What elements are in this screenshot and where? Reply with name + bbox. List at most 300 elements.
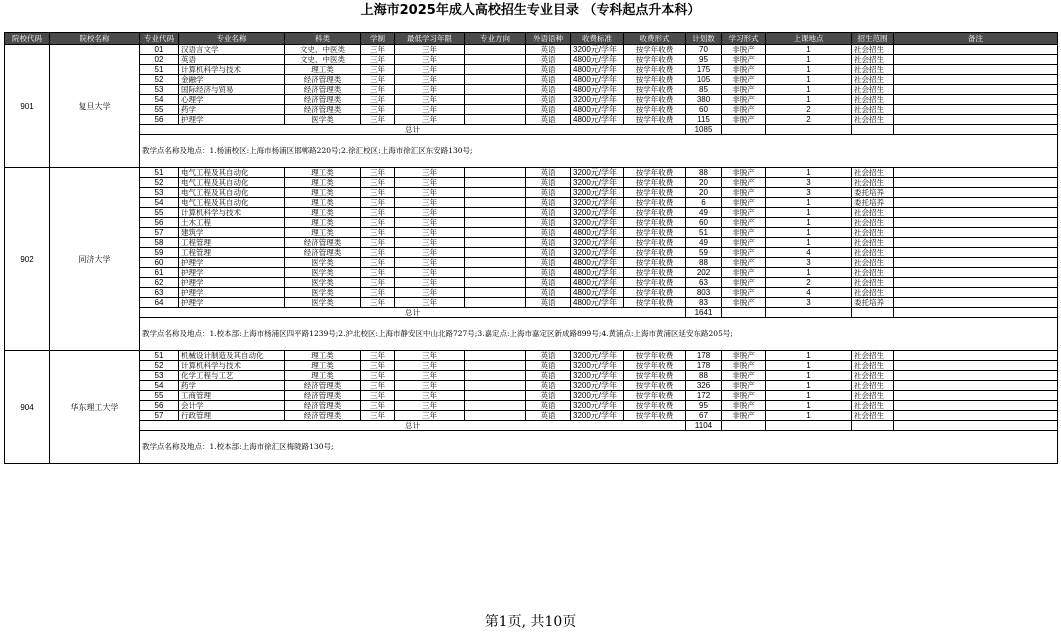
major-code: 63 [140, 288, 179, 298]
language: 英语 [526, 105, 571, 115]
fee-form: 按学年收费 [624, 105, 686, 115]
direction [465, 351, 526, 361]
table-row [5, 228, 1058, 238]
language: 英语 [526, 188, 571, 198]
fee: 4800元/学年 [571, 115, 624, 125]
fee-form: 按学年收费 [624, 228, 686, 238]
major-name: 心理学 [179, 95, 285, 105]
school-code: 901 [5, 45, 50, 168]
language: 英语 [526, 168, 571, 178]
location: 3 [766, 298, 852, 308]
fee-form: 按学年收费 [624, 75, 686, 85]
table-row [5, 258, 1058, 268]
direction [465, 75, 526, 85]
fee: 4800元/学年 [571, 278, 624, 288]
category: 经济管理类 [285, 238, 361, 248]
major-name: 计算机科学与技术 [179, 208, 285, 218]
scope: 社会招生 [852, 238, 894, 248]
min-years: 三年 [395, 45, 465, 55]
header-school-name: 院校名称 [50, 33, 140, 45]
study-form: 非脱产 [722, 278, 766, 288]
major-name: 工程管理 [179, 248, 285, 258]
note [894, 115, 1058, 125]
direction [465, 218, 526, 228]
direction [465, 371, 526, 381]
duration: 三年 [361, 55, 395, 65]
location: 4 [766, 248, 852, 258]
min-years: 三年 [395, 278, 465, 288]
major-code: 61 [140, 268, 179, 278]
teaching-locations: 教学点名称及地点：1.校本部:上海市杨浦区四平路1239号;2.沪北校区:上海市静安区中山北路727号;3.嘉定点:上海市嘉定区新成路899号;4.黄浦点:上海市黄浦区延安东路205号; [140, 318, 1058, 351]
min-years: 三年 [395, 371, 465, 381]
major-code: 56 [140, 115, 179, 125]
duration: 三年 [361, 258, 395, 268]
category: 文史、中医类 [285, 45, 361, 55]
note [894, 401, 1058, 411]
min-years: 三年 [395, 218, 465, 228]
study-form: 非脱产 [722, 351, 766, 361]
direction [465, 401, 526, 411]
note [894, 65, 1058, 75]
major-name: 电气工程及其自动化 [179, 188, 285, 198]
fee-form: 按学年收费 [624, 115, 686, 125]
duration: 三年 [361, 248, 395, 258]
scope: 社会招生 [852, 228, 894, 238]
plan-count: 63 [686, 278, 722, 288]
language: 英语 [526, 75, 571, 85]
plan-count: 83 [686, 298, 722, 308]
table-row [5, 391, 1058, 401]
fee: 3200元/学年 [571, 391, 624, 401]
header-duration: 学制 [361, 33, 395, 45]
table-row [5, 188, 1058, 198]
note [894, 188, 1058, 198]
major-code: 57 [140, 411, 179, 421]
major-name: 工程管理 [179, 238, 285, 248]
major-code: 52 [140, 361, 179, 371]
location: 1 [766, 168, 852, 178]
fee-form: 按学年收费 [624, 258, 686, 268]
note [894, 258, 1058, 268]
duration: 三年 [361, 228, 395, 238]
duration: 三年 [361, 188, 395, 198]
location: 1 [766, 65, 852, 75]
min-years: 三年 [395, 381, 465, 391]
total-blank [852, 125, 894, 135]
major-name: 护理学 [179, 288, 285, 298]
direction [465, 411, 526, 421]
study-form: 非脱产 [722, 105, 766, 115]
study-form: 非脱产 [722, 198, 766, 208]
total-blank [852, 308, 894, 318]
direction [465, 198, 526, 208]
location: 1 [766, 361, 852, 371]
table-row [5, 248, 1058, 258]
study-form: 非脱产 [722, 228, 766, 238]
category: 医学类 [285, 288, 361, 298]
note [894, 105, 1058, 115]
study-form: 非脱产 [722, 168, 766, 178]
table-row [5, 85, 1058, 95]
header-school-code: 院校代码 [5, 33, 50, 45]
duration: 三年 [361, 45, 395, 55]
direction [465, 168, 526, 178]
fee-form: 按学年收费 [624, 95, 686, 105]
plan-count: 175 [686, 65, 722, 75]
note [894, 351, 1058, 361]
note [894, 278, 1058, 288]
language: 英语 [526, 45, 571, 55]
total-row [5, 421, 1058, 431]
major-name: 电气工程及其自动化 [179, 178, 285, 188]
plan-count: 88 [686, 168, 722, 178]
major-code: 55 [140, 105, 179, 115]
plan-count: 178 [686, 351, 722, 361]
location: 2 [766, 115, 852, 125]
direction [465, 95, 526, 105]
note [894, 218, 1058, 228]
major-code: 55 [140, 208, 179, 218]
school-name: 华东理工大学 [50, 351, 140, 464]
plan-count: 172 [686, 391, 722, 401]
category: 理工类 [285, 361, 361, 371]
study-form: 非脱产 [722, 115, 766, 125]
fee-form: 按学年收费 [624, 361, 686, 371]
category: 经济管理类 [285, 411, 361, 421]
total-label: 总计 [140, 125, 686, 135]
plan-count: 380 [686, 95, 722, 105]
teaching-locations: 教学点名称及地点：1.杨浦校区:上海市杨浦区邯郸路220号;2.徐汇校区:上海市徐汇区东安路130号; [140, 135, 1058, 168]
plan-count: 70 [686, 45, 722, 55]
category: 经济管理类 [285, 95, 361, 105]
fee: 4800元/学年 [571, 55, 624, 65]
location: 1 [766, 95, 852, 105]
major-name: 汉语言文学 [179, 45, 285, 55]
scope: 社会招生 [852, 288, 894, 298]
table-row [5, 95, 1058, 105]
fee: 3200元/学年 [571, 45, 624, 55]
fee-form: 按学年收费 [624, 55, 686, 65]
min-years: 三年 [395, 75, 465, 85]
major-code: 57 [140, 228, 179, 238]
major-name: 护理学 [179, 258, 285, 268]
total-blank [722, 421, 766, 431]
plan-count: 105 [686, 75, 722, 85]
category: 理工类 [285, 178, 361, 188]
category: 理工类 [285, 228, 361, 238]
fee: 4800元/学年 [571, 298, 624, 308]
min-years: 三年 [395, 85, 465, 95]
scope: 委托培养 [852, 298, 894, 308]
plan-count: 6 [686, 198, 722, 208]
language: 英语 [526, 411, 571, 421]
fee-form: 按学年收费 [624, 268, 686, 278]
major-code: 54 [140, 95, 179, 105]
fee: 3200元/学年 [571, 401, 624, 411]
category: 医学类 [285, 278, 361, 288]
location: 3 [766, 188, 852, 198]
study-form: 非脱产 [722, 258, 766, 268]
plan-count: 115 [686, 115, 722, 125]
major-code: 51 [140, 351, 179, 361]
school-code: 902 [5, 168, 50, 351]
note [894, 248, 1058, 258]
table-row [5, 371, 1058, 381]
fee: 3200元/学年 [571, 361, 624, 371]
location: 1 [766, 228, 852, 238]
fee-form: 按学年收费 [624, 178, 686, 188]
table-row [5, 381, 1058, 391]
location: 1 [766, 411, 852, 421]
direction [465, 228, 526, 238]
duration: 三年 [361, 298, 395, 308]
direction [465, 298, 526, 308]
major-name: 建筑学 [179, 228, 285, 238]
min-years: 三年 [395, 401, 465, 411]
study-form: 非脱产 [722, 288, 766, 298]
location: 1 [766, 45, 852, 55]
duration: 三年 [361, 391, 395, 401]
study-form: 非脱产 [722, 298, 766, 308]
school-name: 同济大学 [50, 168, 140, 351]
direction [465, 178, 526, 188]
total-blank [766, 125, 852, 135]
direction [465, 105, 526, 115]
major-name: 会计学 [179, 401, 285, 411]
total-row [5, 308, 1058, 318]
plan-count: 803 [686, 288, 722, 298]
direction [465, 268, 526, 278]
category: 理工类 [285, 218, 361, 228]
major-name: 行政管理 [179, 411, 285, 421]
major-code: 54 [140, 198, 179, 208]
language: 英语 [526, 65, 571, 75]
major-code: 02 [140, 55, 179, 65]
fee-form: 按学年收费 [624, 45, 686, 55]
direction [465, 65, 526, 75]
page-title: 上海市2025年成人高校招生专业目录 （专科起点升本科） [360, 3, 701, 18]
plan-count: 67 [686, 411, 722, 421]
duration: 三年 [361, 361, 395, 371]
location: 1 [766, 351, 852, 361]
min-years: 三年 [395, 228, 465, 238]
study-form: 非脱产 [722, 85, 766, 95]
direction [465, 391, 526, 401]
category: 经济管理类 [285, 391, 361, 401]
direction [465, 288, 526, 298]
study-form: 非脱产 [722, 208, 766, 218]
direction [465, 188, 526, 198]
duration: 三年 [361, 288, 395, 298]
fee: 3200元/学年 [571, 238, 624, 248]
duration: 三年 [361, 168, 395, 178]
category: 理工类 [285, 371, 361, 381]
direction [465, 381, 526, 391]
scope: 社会招生 [852, 268, 894, 278]
plan-count: 326 [686, 381, 722, 391]
scope: 社会招生 [852, 55, 894, 65]
duration: 三年 [361, 411, 395, 421]
fee-form: 按学年收费 [624, 278, 686, 288]
table-row [5, 351, 1058, 361]
header-scope: 招生范围 [852, 33, 894, 45]
plan-count: 85 [686, 85, 722, 95]
total-label: 总计 [140, 308, 686, 318]
table-row [5, 401, 1058, 411]
major-code: 52 [140, 178, 179, 188]
language: 英语 [526, 258, 571, 268]
scope: 社会招生 [852, 248, 894, 258]
major-code: 01 [140, 45, 179, 55]
scope: 社会招生 [852, 361, 894, 371]
study-form: 非脱产 [722, 371, 766, 381]
language: 英语 [526, 218, 571, 228]
note [894, 361, 1058, 371]
major-code: 51 [140, 168, 179, 178]
scope: 社会招生 [852, 208, 894, 218]
scope: 社会招生 [852, 381, 894, 391]
scope: 社会招生 [852, 401, 894, 411]
min-years: 三年 [395, 391, 465, 401]
location: 2 [766, 105, 852, 115]
fee-form: 按学年收费 [624, 401, 686, 411]
note [894, 208, 1058, 218]
language: 英语 [526, 208, 571, 218]
fee: 4800元/学年 [571, 75, 624, 85]
table-row [5, 278, 1058, 288]
scope: 委托培养 [852, 198, 894, 208]
category: 医学类 [285, 115, 361, 125]
header-fee: 收费标准 [571, 33, 624, 45]
study-form: 非脱产 [722, 75, 766, 85]
table-row [5, 115, 1058, 125]
plan-count: 95 [686, 55, 722, 65]
total-row [5, 125, 1058, 135]
min-years: 三年 [395, 298, 465, 308]
min-years: 三年 [395, 361, 465, 371]
major-code: 56 [140, 401, 179, 411]
language: 英语 [526, 351, 571, 361]
note [894, 45, 1058, 55]
fee-form: 按学年收费 [624, 381, 686, 391]
major-code: 53 [140, 371, 179, 381]
fee-form: 按学年收费 [624, 85, 686, 95]
header-location: 上课地点 [766, 33, 852, 45]
header-min-years: 最低学习年限 [395, 33, 465, 45]
table-row [5, 65, 1058, 75]
fee: 3200元/学年 [571, 198, 624, 208]
major-name: 金融学 [179, 75, 285, 85]
plan-count: 60 [686, 105, 722, 115]
total-count: 1641 [686, 308, 722, 318]
min-years: 三年 [395, 288, 465, 298]
note [894, 85, 1058, 95]
language: 英语 [526, 278, 571, 288]
scope: 社会招生 [852, 218, 894, 228]
language: 英语 [526, 268, 571, 278]
direction [465, 361, 526, 371]
header-row [5, 33, 1058, 45]
study-form: 非脱产 [722, 401, 766, 411]
category: 医学类 [285, 258, 361, 268]
language: 英语 [526, 371, 571, 381]
table-row [5, 45, 1058, 55]
teaching-locations: 教学点名称及地点：1.校本部:上海市徐汇区梅陇路130号; [140, 431, 1058, 464]
total-blank [722, 125, 766, 135]
location: 1 [766, 401, 852, 411]
major-name: 药学 [179, 105, 285, 115]
school-name: 复旦大学 [50, 45, 140, 168]
major-name: 护理学 [179, 298, 285, 308]
fee: 3200元/学年 [571, 381, 624, 391]
language: 英语 [526, 178, 571, 188]
fee: 4800元/学年 [571, 85, 624, 95]
plan-count: 59 [686, 248, 722, 258]
total-blank [766, 308, 852, 318]
fee: 3200元/学年 [571, 168, 624, 178]
table-row [5, 198, 1058, 208]
language: 英语 [526, 198, 571, 208]
plan-count: 178 [686, 361, 722, 371]
direction [465, 45, 526, 55]
scope: 社会招生 [852, 75, 894, 85]
location: 1 [766, 55, 852, 65]
duration: 三年 [361, 238, 395, 248]
header-major-code: 专业代码 [140, 33, 179, 45]
total-blank [766, 421, 852, 431]
location: 3 [766, 258, 852, 268]
table-row [5, 168, 1058, 178]
location: 1 [766, 85, 852, 95]
note [894, 238, 1058, 248]
location: 1 [766, 208, 852, 218]
fee-form: 按学年收费 [624, 188, 686, 198]
fee: 3200元/学年 [571, 218, 624, 228]
fee-form: 按学年收费 [624, 168, 686, 178]
major-name: 电气工程及其自动化 [179, 198, 285, 208]
table-row [5, 298, 1058, 308]
total-label: 总计 [140, 421, 686, 431]
location: 1 [766, 391, 852, 401]
duration: 三年 [361, 401, 395, 411]
language: 英语 [526, 55, 571, 65]
scope: 社会招生 [852, 65, 894, 75]
language: 英语 [526, 238, 571, 248]
major-name: 药学 [179, 381, 285, 391]
fee: 3200元/学年 [571, 248, 624, 258]
fee-form: 按学年收费 [624, 208, 686, 218]
min-years: 三年 [395, 258, 465, 268]
major-name: 护理学 [179, 115, 285, 125]
study-form: 非脱产 [722, 361, 766, 371]
catalog-table [4, 32, 1058, 464]
fee: 3200元/学年 [571, 95, 624, 105]
note [894, 381, 1058, 391]
plan-count: 20 [686, 188, 722, 198]
header-major-name: 专业名称 [179, 33, 285, 45]
note [894, 198, 1058, 208]
min-years: 三年 [395, 248, 465, 258]
duration: 三年 [361, 268, 395, 278]
category: 理工类 [285, 65, 361, 75]
location: 1 [766, 198, 852, 208]
major-code: 56 [140, 218, 179, 228]
note [894, 228, 1058, 238]
direction [465, 238, 526, 248]
fee-form: 按学年收费 [624, 371, 686, 381]
location: 1 [766, 75, 852, 85]
table-row [5, 208, 1058, 218]
